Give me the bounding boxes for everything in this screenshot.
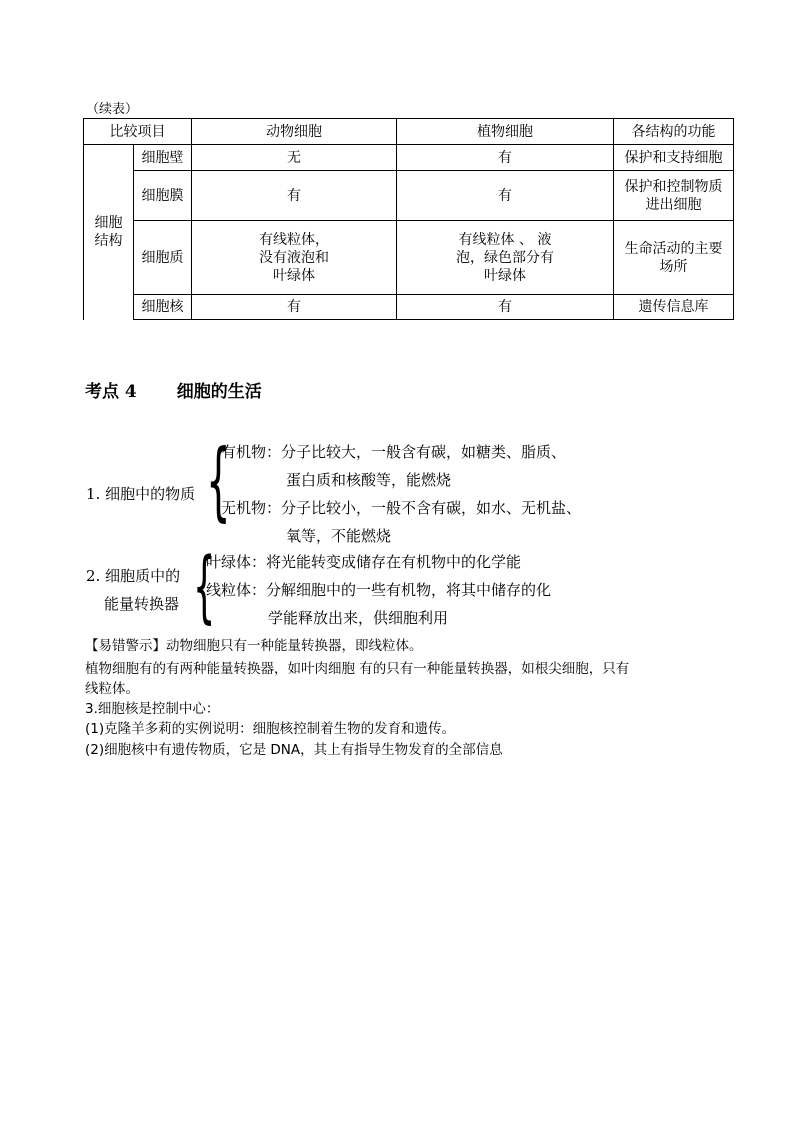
inorganic-desc-2: 氧等，不能燃烧 <box>286 527 392 545</box>
row-plant: 有 <box>397 171 614 221</box>
mitochondria-desc-2: 学能释放出来，供细胞利用 <box>268 609 449 627</box>
organic-desc-1: ：分子比较大，一般含有碳，如糖类、脂质、 <box>266 443 567 461</box>
inorganic-name: 无机物 <box>221 499 267 517</box>
note-line-5: (1)克隆羊多莉的实例说明：细胞核控制着生物的发育和遗传。 <box>85 721 456 737</box>
row-function: 保护和控制物质 进出细胞 <box>614 171 734 221</box>
mitochondria-row-1 <box>206 579 551 600</box>
left-brace-icon: { <box>206 431 231 531</box>
row-item: 细胞核 <box>134 295 192 320</box>
row-function: 保护和支持细胞 <box>614 145 734 171</box>
table-row <box>84 221 734 295</box>
warning-line <box>85 637 423 656</box>
row-plant: 有 <box>397 145 614 171</box>
section2-label-2: 能量转换器 <box>104 595 180 613</box>
header-animal-cell: 动物细胞 <box>192 119 397 145</box>
left-brace-icon: { <box>193 542 216 632</box>
header-compare-item: 比较项目 <box>84 119 192 145</box>
organic-desc-2: 蛋白质和核酸等，能燃烧 <box>286 471 452 489</box>
row-item: 细胞壁 <box>134 145 192 171</box>
header-function: 各结构的功能 <box>614 119 734 145</box>
heading-title: 细胞的生活 <box>176 382 262 402</box>
warning-text: 动物细胞只有一种能量转换器，即线粒体。 <box>166 638 423 654</box>
note-line-4: 3.细胞核是控制中心： <box>85 701 220 717</box>
section2-label-1: 2. 细胞质中的 <box>86 567 181 585</box>
row-function: 遗传信息库 <box>614 295 734 320</box>
mitochondria-name: 线粒体 <box>206 581 252 599</box>
row-function: 生命活动的主要 场所 <box>614 221 734 295</box>
note-line-6: (2)细胞核中有遗传物质，它是 DNA，其上有指导生物发育的全部信息 <box>85 742 503 758</box>
note-line-3: 线粒体。 <box>85 681 139 697</box>
row-plant: 有线粒体 、 液 泡，绿色部分有 叶绿体 <box>397 221 614 295</box>
table-row <box>84 171 734 221</box>
row-animal: 无 <box>192 145 397 171</box>
table-header-row <box>84 119 734 145</box>
row-plant: 有 <box>397 295 614 320</box>
organic-row-1 <box>221 441 566 462</box>
section1-label: 1. 细胞中的物质 <box>86 485 196 503</box>
chloroplast-row <box>206 551 521 572</box>
table-row <box>84 295 734 320</box>
organic-name: 有机物 <box>221 443 267 461</box>
inorganic-desc-1: ：分子比较小，一般不含有碳，如水、无机盐、 <box>266 499 582 517</box>
row-item: 细胞膜 <box>134 171 192 221</box>
row-animal: 有线粒体， 没有液泡和 叶绿体 <box>192 221 397 295</box>
warning-tag: 【易错警示】 <box>85 638 166 654</box>
comparison-table <box>83 118 734 320</box>
heading-number: 考点 4 <box>85 382 137 402</box>
group-label-cell-structure: 细胞 结构 <box>84 145 134 320</box>
chloroplast-desc: ：将光能转变成储存在有机物中的化学能 <box>251 553 522 571</box>
note-line-2: 植物细胞有的有两种能量转换器，如叶肉细胞 有的只有一种能量转换器，如根尖细胞，只有 <box>85 661 630 677</box>
table-row <box>84 145 734 171</box>
chloroplast-name: 叶绿体 <box>206 553 252 571</box>
row-item: 细胞质 <box>134 221 192 295</box>
continued-label: （续表） <box>86 102 139 117</box>
inorganic-row-1 <box>221 497 581 518</box>
section-heading <box>85 377 262 402</box>
row-animal: 有 <box>192 295 397 320</box>
row-animal: 有 <box>192 171 397 221</box>
mitochondria-desc-1: ：分解细胞中的一些有机物，将其中储存的化 <box>251 581 552 599</box>
header-plant-cell: 植物细胞 <box>397 119 614 145</box>
